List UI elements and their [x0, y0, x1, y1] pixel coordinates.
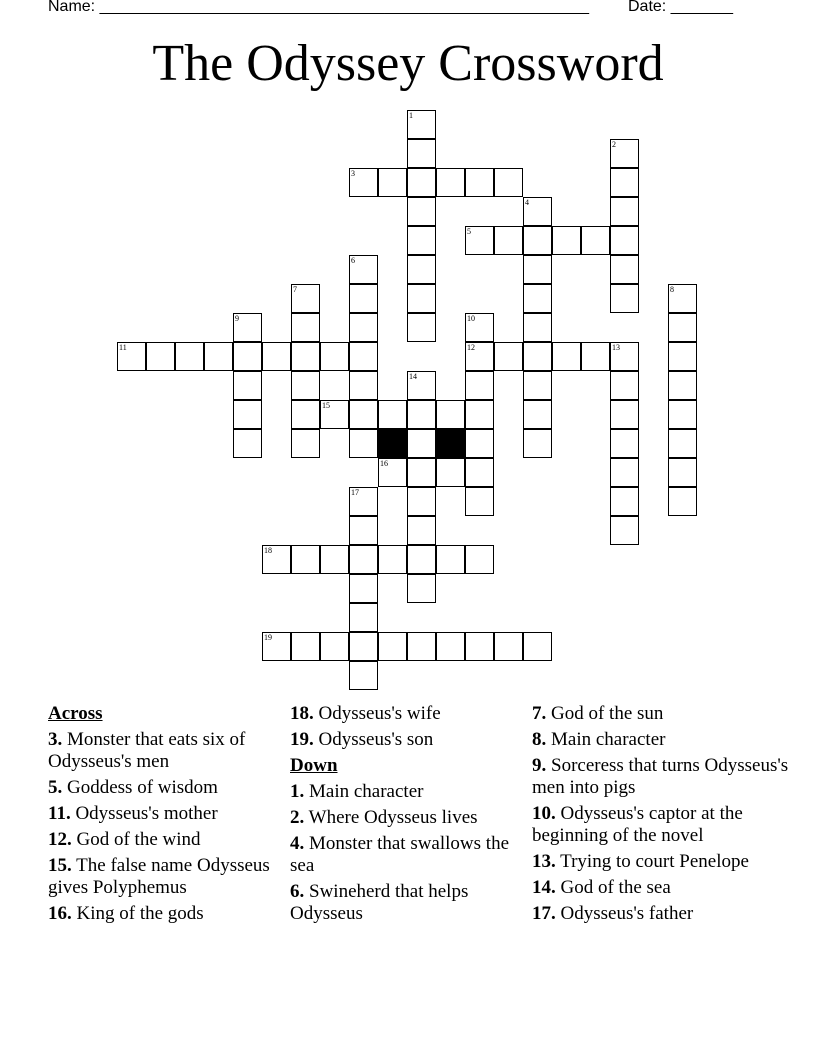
clue-text: Where Odysseus lives [308, 807, 478, 828]
name-field[interactable]: Name: _______________________________________________________ [48, 0, 589, 15]
crossword-cell[interactable] [494, 342, 523, 371]
crossword-cell[interactable] [465, 226, 494, 255]
crossword-cell[interactable] [523, 632, 552, 661]
clue-number: 2 [612, 140, 616, 149]
crossword-cell[interactable] [610, 226, 639, 255]
clue-number: 6 [351, 256, 355, 265]
clue-number: 10 [467, 314, 475, 323]
clue-item [290, 807, 525, 829]
crossword-cell[interactable] [610, 400, 639, 429]
crossword-cell[interactable] [494, 226, 523, 255]
crossword-cell[interactable] [523, 313, 552, 342]
clue-item [532, 851, 792, 873]
crossword-cell[interactable] [233, 342, 262, 371]
crossword-cell[interactable] [523, 429, 552, 458]
crossword-cell[interactable] [465, 313, 494, 342]
crossword-cell[interactable] [523, 342, 552, 371]
clue-text: Main character [309, 781, 424, 802]
clue-number-label: 7. [532, 703, 547, 724]
crossword-cell[interactable] [291, 429, 320, 458]
crossword-cell[interactable] [494, 168, 523, 197]
crossword-cell[interactable] [407, 139, 436, 168]
crossword-cell[interactable] [320, 632, 349, 661]
crossword-cell[interactable] [523, 284, 552, 313]
crossword-cell[interactable] [349, 632, 378, 661]
crossword-cell[interactable] [291, 371, 320, 400]
clue-number-label: 11. [48, 803, 71, 824]
clue-number-label: 1. [290, 781, 305, 802]
crossword-cell[interactable] [378, 400, 407, 429]
crossword-cell[interactable] [349, 516, 378, 545]
crossword-cell[interactable] [465, 545, 494, 574]
clue-number-label: 9. [532, 755, 547, 776]
clue-text: God of the sun [551, 703, 664, 724]
crossword-cell[interactable] [581, 226, 610, 255]
clue-section-heading: Across [48, 703, 103, 724]
clue-text: Monster that swallows the sea [290, 833, 510, 876]
crossword-cell[interactable] [436, 545, 465, 574]
crossword-cell[interactable] [349, 284, 378, 313]
crossword-cell[interactable] [465, 487, 494, 516]
crossword-cell[interactable] [146, 342, 175, 371]
crossword-cell[interactable] [407, 313, 436, 342]
crossword-cell[interactable] [523, 226, 552, 255]
crossword-cell[interactable] [349, 429, 378, 458]
clue-item [48, 729, 278, 773]
crossword-cell[interactable] [610, 371, 639, 400]
crossword-cell[interactable] [610, 284, 639, 313]
crossword-cell[interactable] [610, 168, 639, 197]
clue-number-label: 3. [48, 729, 63, 750]
crossword-cell[interactable] [465, 371, 494, 400]
clue-number-label: 17. [532, 903, 556, 924]
crossword-cell[interactable] [668, 429, 697, 458]
crossword-cell[interactable] [233, 400, 262, 429]
clue-item [532, 755, 792, 799]
black-cell [378, 429, 407, 458]
clue-number-label: 12. [48, 829, 72, 850]
clue-item [48, 855, 278, 899]
crossword-cell[interactable] [320, 400, 349, 429]
crossword-cell[interactable] [349, 603, 378, 632]
clue-number-label: 10. [532, 803, 556, 824]
crossword-cell[interactable] [610, 458, 639, 487]
crossword-cell[interactable] [407, 516, 436, 545]
clue-number: 15 [322, 401, 330, 410]
crossword-cell[interactable] [523, 400, 552, 429]
clue-number: 13 [612, 343, 620, 352]
crossword-cell[interactable] [610, 255, 639, 284]
crossword-cell[interactable] [378, 458, 407, 487]
crossword-cell[interactable] [349, 574, 378, 603]
crossword-cell[interactable] [407, 487, 436, 516]
crossword-cell[interactable] [610, 429, 639, 458]
clue-item [532, 729, 792, 751]
clue-text: God of the sea [560, 877, 671, 898]
crossword-cell[interactable] [407, 197, 436, 226]
clue-number: 17 [351, 488, 359, 497]
crossword-cell[interactable] [349, 168, 378, 197]
crossword-cell[interactable] [233, 313, 262, 342]
clue-number: 12 [467, 343, 475, 352]
clue-text: King of the gods [76, 903, 204, 924]
clues-column-3 [532, 703, 792, 929]
crossword-cell[interactable] [523, 255, 552, 284]
crossword-cell[interactable] [320, 342, 349, 371]
crossword-cell[interactable] [465, 429, 494, 458]
clue-number: 11 [119, 343, 127, 352]
clue-number: 14 [409, 372, 417, 381]
crossword-cell[interactable] [523, 197, 552, 226]
crossword-cell[interactable] [291, 284, 320, 313]
crossword-cell[interactable] [436, 400, 465, 429]
clue-number-label: 19. [290, 729, 314, 750]
crossword-cell[interactable] [552, 226, 581, 255]
crossword-cell[interactable] [349, 342, 378, 371]
clues-column-1 [48, 703, 278, 929]
crossword-cell[interactable] [610, 197, 639, 226]
clue-text: The false name Odysseus gives Polyphemus [48, 855, 270, 898]
crossword-cell[interactable] [407, 168, 436, 197]
clue-number: 18 [264, 546, 272, 555]
clue-number-label: 14. [532, 877, 556, 898]
clue-text: God of the wind [76, 829, 201, 850]
clue-item [48, 829, 278, 851]
clue-number: 5 [467, 227, 471, 236]
crossword-cell[interactable] [378, 632, 407, 661]
clue-section-heading: Down [290, 755, 338, 776]
clue-number: 7 [293, 285, 297, 294]
clue-text: Main character [551, 729, 666, 750]
crossword-cell[interactable] [465, 458, 494, 487]
black-cell [436, 429, 465, 458]
crossword-cell[interactable] [465, 168, 494, 197]
clue-item [48, 803, 278, 825]
crossword-cell[interactable] [523, 371, 552, 400]
clue-number: 8 [670, 285, 674, 294]
clue-item [290, 881, 525, 925]
crossword-cell[interactable] [407, 545, 436, 574]
crossword-cell[interactable] [552, 342, 581, 371]
clue-item [290, 729, 525, 751]
crossword-cell[interactable] [407, 110, 436, 139]
crossword-cell[interactable] [610, 342, 639, 371]
clue-text: Goddess of wisdom [67, 777, 218, 798]
crossword-cell[interactable] [349, 400, 378, 429]
clue-number-label: 4. [290, 833, 305, 854]
clue-item [290, 703, 525, 725]
crossword-cell[interactable] [407, 284, 436, 313]
crossword-cell[interactable] [349, 371, 378, 400]
clue-item [48, 777, 278, 799]
clue-number: 3 [351, 169, 355, 178]
crossword-cell[interactable] [262, 632, 291, 661]
clue-text: Odysseus's mother [75, 803, 218, 824]
crossword-cell[interactable] [349, 255, 378, 284]
crossword-cell[interactable] [262, 342, 291, 371]
crossword-cell[interactable] [204, 342, 233, 371]
clue-item [48, 903, 278, 925]
crossword-cell[interactable] [407, 429, 436, 458]
page-title: The Odyssey Crossword [152, 35, 664, 92]
clue-text: Trying to court Penelope [560, 851, 749, 872]
crossword-cell[interactable] [233, 371, 262, 400]
crossword-cell[interactable] [233, 429, 262, 458]
crossword-cell[interactable] [407, 458, 436, 487]
crossword-cell[interactable] [668, 313, 697, 342]
clue-item [290, 781, 525, 803]
clue-text: Monster that eats six of Odysseus's men [48, 729, 246, 772]
crossword-cell[interactable] [349, 661, 378, 690]
clue-number-label: 6. [290, 881, 305, 902]
crossword-cell[interactable] [291, 400, 320, 429]
clue-number: 19 [264, 633, 272, 642]
crossword-cell[interactable] [494, 632, 523, 661]
clue-text: Swineherd that helps Odysseus [290, 881, 469, 924]
crossword-cell[interactable] [407, 255, 436, 284]
crossword-cell[interactable] [262, 545, 291, 574]
crossword-cell[interactable] [668, 342, 697, 371]
crossword-cell[interactable] [668, 371, 697, 400]
crossword-cell[interactable] [407, 400, 436, 429]
crossword-cell[interactable] [291, 545, 320, 574]
crossword-cell[interactable] [668, 487, 697, 516]
crossword-cell[interactable] [436, 632, 465, 661]
clue-number-label: 5. [48, 777, 63, 798]
crossword-cell[interactable] [465, 342, 494, 371]
clue-item [290, 833, 525, 877]
clue-number-label: 8. [532, 729, 547, 750]
crossword-cell[interactable] [610, 487, 639, 516]
crossword-cell[interactable] [117, 342, 146, 371]
crossword-cell[interactable] [407, 371, 436, 400]
crossword-cell[interactable] [668, 458, 697, 487]
crossword-cell[interactable] [349, 545, 378, 574]
clue-number: 4 [525, 198, 529, 207]
crossword-cell[interactable] [291, 313, 320, 342]
crossword-cell[interactable] [407, 574, 436, 603]
clue-number: 1 [409, 111, 413, 120]
crossword-cell[interactable] [378, 168, 407, 197]
crossword-cell[interactable] [291, 632, 320, 661]
clue-number-label: 13. [532, 851, 556, 872]
clue-number-label: 15. [48, 855, 72, 876]
clue-number: 16 [380, 459, 388, 468]
crossword-cell[interactable] [349, 487, 378, 516]
crossword-cell[interactable] [668, 400, 697, 429]
crossword-cell[interactable] [610, 139, 639, 168]
crossword-cell[interactable] [291, 342, 320, 371]
clue-text: Sorceress that turns Odysseus's men into pigs [532, 755, 789, 798]
clues-column-2 [290, 703, 525, 929]
crossword-cell[interactable] [436, 458, 465, 487]
crossword-cell[interactable] [349, 313, 378, 342]
clue-item [532, 903, 792, 925]
clue-text: Odysseus's wife [318, 703, 441, 724]
clue-text: Odysseus's captor at the beginning of the novel [532, 803, 743, 846]
date-field[interactable]: Date: _______ [628, 0, 733, 15]
clue-item [532, 803, 792, 847]
crossword-cell[interactable] [407, 226, 436, 255]
crossword-cell[interactable] [175, 342, 204, 371]
crossword-cell[interactable] [378, 545, 407, 574]
clue-text: Odysseus's son [318, 729, 434, 750]
clue-number-label: 18. [290, 703, 314, 724]
clue-number: 9 [235, 314, 239, 323]
crossword-cell[interactable] [465, 632, 494, 661]
clue-item [532, 877, 792, 899]
crossword-cell[interactable] [320, 545, 349, 574]
crossword-cell[interactable] [581, 342, 610, 371]
crossword-cell[interactable] [610, 516, 639, 545]
crossword-cell[interactable] [668, 284, 697, 313]
clue-number-label: 2. [290, 807, 305, 828]
crossword-cell[interactable] [407, 632, 436, 661]
crossword-cell[interactable] [465, 400, 494, 429]
clue-text: Odysseus's father [560, 903, 694, 924]
clue-item [532, 703, 792, 725]
crossword-cell[interactable] [436, 168, 465, 197]
clue-number-label: 16. [48, 903, 72, 924]
